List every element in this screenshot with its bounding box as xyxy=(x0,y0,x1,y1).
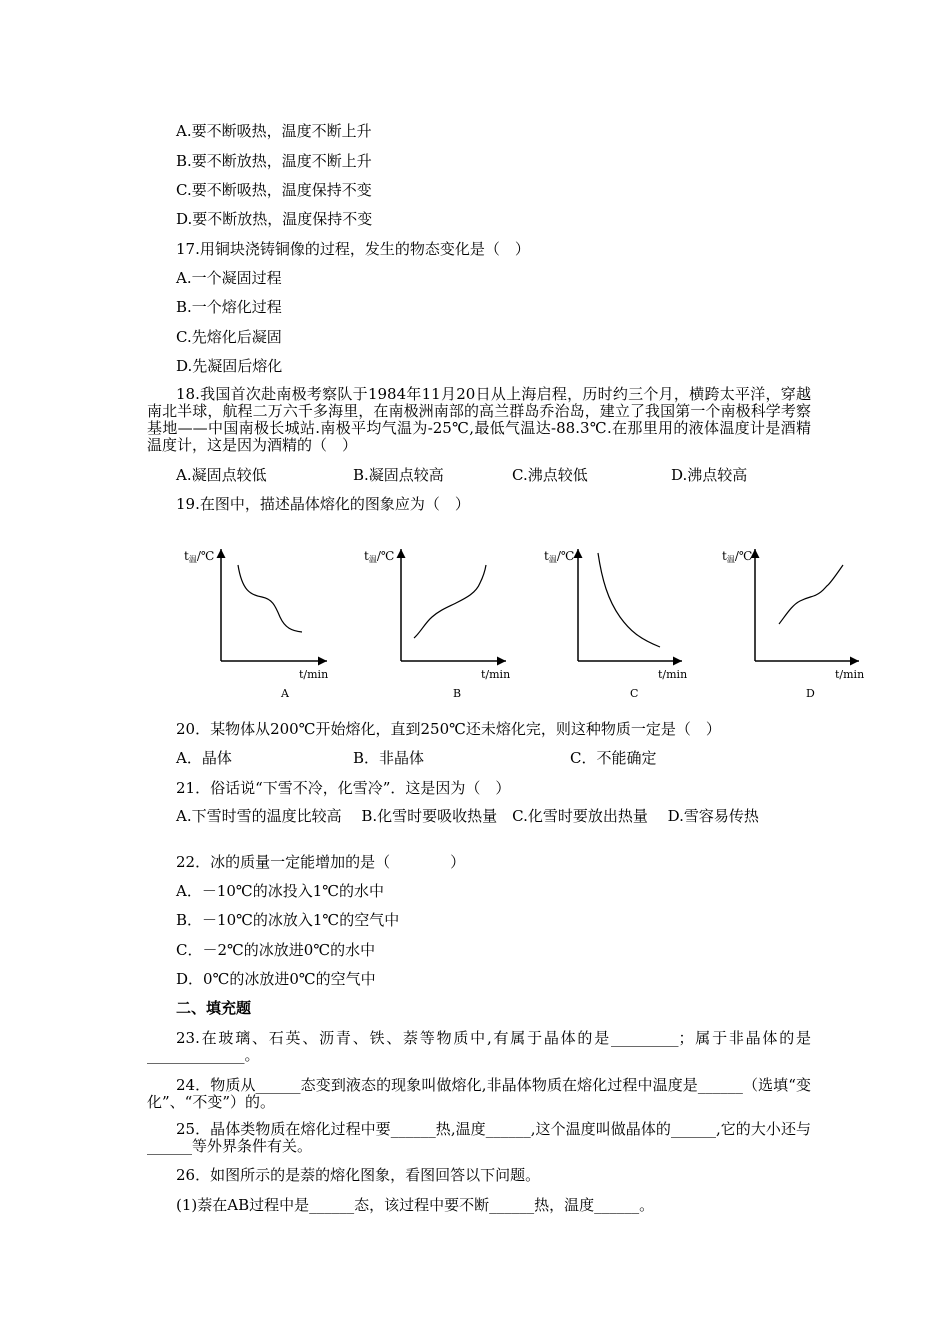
graph-a-xlabel: t/min xyxy=(299,668,329,681)
q19-stem: 19.在图中，描述晶体熔化的图象应为（ ） xyxy=(176,495,470,513)
graph-c-ylabel-unit: /℃ xyxy=(556,549,575,563)
q18-stem: 18.我国首次赴南极考察队于1984年11月20日从上海启程，历时约三个月，横跨太平洋，穿越南北半球，航程二万六千多海里，在南极洲南部的高兰群岛乔治岛，建立了我国第一个南极科学考察基地——中国南极长城站.南极平均气温为-25℃,最低气温达-88.3℃.在那里用的液体温度计是酒精温度计，这是因为酒精的（ ） xyxy=(147,385,811,454)
graph-d-xlabel: t/min xyxy=(835,668,865,681)
q18-option-a: A.凝固点较低 xyxy=(176,466,267,484)
q18-option-d: D.沸点较高 xyxy=(671,466,748,484)
graph-c-xlabel: t/min xyxy=(658,668,688,681)
graph-d-ylabel-unit: /℃ xyxy=(734,549,753,563)
svg-text:t温/℃ xyxy=(722,549,752,564)
graph-d xyxy=(722,549,864,700)
q24: 24．物质从______态变到液态的现象叫做熔化,非晶体物质在熔化过程中温度是______（选填“变化”、“不变”）的。 xyxy=(147,1076,811,1111)
q16-option-b: B.要不断放热，温度不断上升 xyxy=(176,152,372,170)
graph-b-xlabel: t/min xyxy=(481,668,511,681)
q17-option-b: B.一个熔化过程 xyxy=(176,298,282,316)
graph-c-label: C xyxy=(630,687,639,700)
q16-option-d: D.要不断放热，温度保持不变 xyxy=(176,210,373,228)
graph-b-ylabel-sub: 温 xyxy=(368,555,377,564)
svg-text:t温/℃ xyxy=(544,549,574,564)
q20-option-c: C．不能确定 xyxy=(570,749,657,767)
graph-c xyxy=(544,549,687,700)
q17-option-a: A.一个凝固过程 xyxy=(176,269,282,287)
q16-option-a: A.要不断吸热，温度不断上升 xyxy=(176,122,372,140)
graph-b-label: B xyxy=(453,687,462,700)
q20-option-b: B．非晶体 xyxy=(353,749,425,767)
graph-b-ylabel-unit: /℃ xyxy=(376,549,395,563)
graph-d-label: D xyxy=(806,687,815,700)
q25: 25．晶体类物质在熔化过程中要______热,温度______,这个温度叫做晶体的______,它的大小还与______等外界条件有关。 xyxy=(147,1120,811,1155)
q18-option-c: C.沸点较低 xyxy=(512,466,588,484)
q20-stem: 20．某物体从200℃开始熔化，直到250℃还未熔化完，则这种物质一定是（ ） xyxy=(176,720,721,738)
q26-sub1: (1)萘在AB过程中是______态，该过程中要不断______热，温度______。 xyxy=(176,1196,655,1214)
graph-d-ylabel-sub: 温 xyxy=(726,555,735,564)
q21-options: A.下雪时雪的温度比较高 B.化雪时要吸收热量 C.化雪时要放出热量 D.雪容易传热 xyxy=(176,807,759,825)
graph-a-ylabel-sub: 温 xyxy=(188,555,197,564)
q26-stem: 26．如图所示的是萘的熔化图象，看图回答以下问题。 xyxy=(176,1166,541,1184)
graph-a-ylabel-unit: /℃ xyxy=(196,549,215,563)
q22-option-c: C．－2℃的冰放进0℃的水中 xyxy=(176,941,376,959)
q22-option-d: D．0℃的冰放进0℃的空气中 xyxy=(176,970,376,988)
q17-option-c: C.先熔化后凝固 xyxy=(176,328,282,346)
q19-graphs xyxy=(0,535,950,705)
q22-option-a: A．－10℃的冰投入1℃的水中 xyxy=(176,882,385,900)
graph-c-ylabel-sub: 温 xyxy=(548,555,557,564)
q17-stem: 17.用铜块浇铸铜像的过程，发生的物态变化是（ ） xyxy=(176,240,530,258)
q17-option-d: D.先凝固后熔化 xyxy=(176,357,283,375)
graph-d-ylabel-t: t xyxy=(722,549,727,563)
svg-text:t温/℃ xyxy=(364,549,394,564)
graph-c-ylabel-t: t xyxy=(544,549,549,563)
graph-b-ylabel-t: t xyxy=(364,549,369,563)
q16-option-c: C.要不断吸热，温度保持不变 xyxy=(176,181,372,199)
q23: 23.在玻璃、石英、沥青、铁、萘等物质中,有属于晶体的是_________；属于非晶体的是_____________。 xyxy=(147,1029,811,1064)
q22-option-b: B．－10℃的冰放入1℃的空气中 xyxy=(176,911,400,929)
q18-option-b: B.凝固点较高 xyxy=(353,466,444,484)
graph-b xyxy=(364,549,510,700)
q21-stem: 21．俗话说“下雪不冷，化雪冷”．这是因为（ ） xyxy=(176,779,511,797)
q20-option-a: A．晶体 xyxy=(176,749,232,767)
section-2-heading: 二、填充题 xyxy=(176,999,252,1017)
graph-a xyxy=(184,549,328,700)
graph-a-ylabel-t: t xyxy=(184,549,189,563)
q22-stem: 22．冰的质量一定能增加的是（ ） xyxy=(176,853,466,871)
graph-a-label: A xyxy=(281,687,289,700)
svg-text:t温/℃ xyxy=(184,549,214,564)
